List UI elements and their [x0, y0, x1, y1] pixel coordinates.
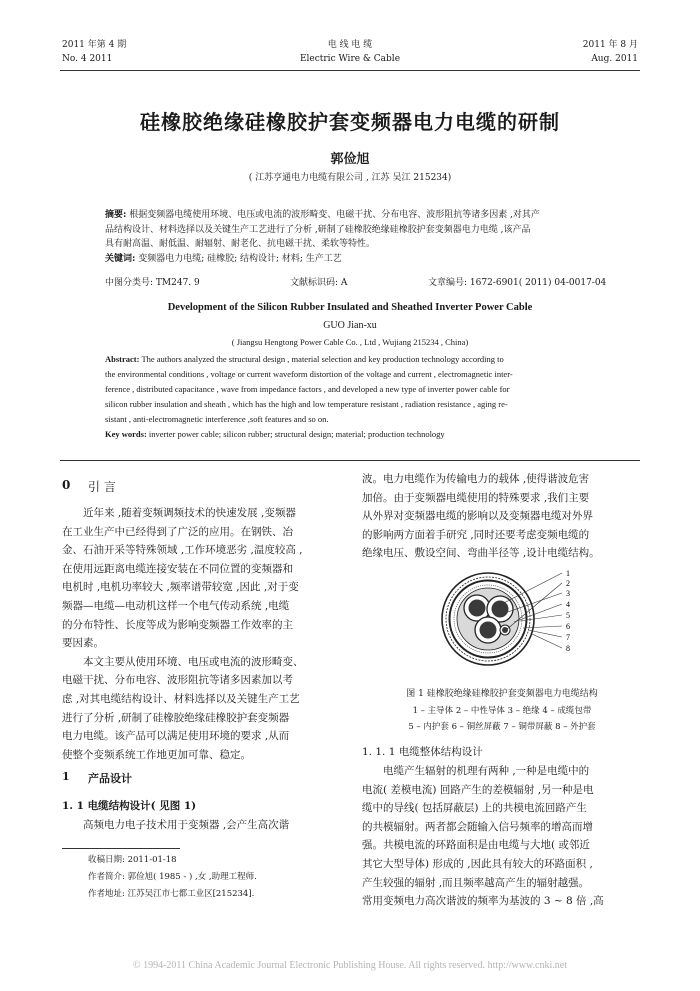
text-line: 的分布特性、长度等成为影响变频器工作效率的主 [62, 618, 293, 631]
figure-label: 3 [566, 589, 570, 598]
text-line: 加倍。由于变频器电缆使用的特殊要求 ,我们主要 [362, 491, 590, 504]
keywords-cn: 变频器电力电缆; 硅橡胶; 结构设计; 材料; 生产工艺 [135, 253, 342, 264]
affiliation-en: ( Jiangsu Hengtong Power Cable Co. , Ltd , Wujiang 215234 , China) [231, 337, 469, 347]
abstract-en-line: ference , distributed capacitance , wave from impedance factors , and developed a new type of inverter power cable for [105, 384, 510, 394]
keywords-en-label: Key words: [105, 429, 147, 439]
text-line: 虑 ,对其电缆结构设计、材料选择以及关键生产工艺 [62, 692, 300, 705]
text-line: 的影响两方面着手研究 ,同时还要考虑变频电缆的 [362, 528, 590, 541]
author-cn: 郭俭旭 [330, 152, 370, 167]
abstract-en-label: Abstract: [105, 354, 140, 364]
text-line: 产生较强的辐射 ,而且频率越高产生的辐射越强。 [362, 876, 590, 889]
text-line: 强。共模电流的环路面积是由电缆与大地( 或邻近 [362, 839, 590, 852]
footnote-rule [62, 848, 180, 849]
clc-number: 中图分类号: TM247. 9 [105, 278, 200, 288]
abstract-en [105, 352, 605, 442]
figure-label: 6 [566, 622, 570, 631]
paper-title-cn: 硅橡胶绝缘硅橡胶护套变频器电力电缆的研制 [140, 110, 560, 134]
received-date: 收稿日期: 2011-01-18 [88, 855, 177, 865]
text-line: 高频电力电子技术用于变频器 ,会产生高次谐 [83, 819, 290, 831]
journal-issue-cn: 2011 年第 4 期 [62, 40, 127, 50]
text-line: 电机时 ,电机功率较大 ,频率谱带较宽 ,因此 ,对于变 [62, 581, 299, 594]
author-en: GUO Jian-xu [323, 320, 377, 331]
abstract-cn [105, 208, 605, 266]
text-line: 的共模辐射。两者都会随输入信号频率的增高而增 [362, 820, 593, 833]
section-0-title: 引 言 [88, 480, 116, 494]
text-line: 在使用远距离电缆连接安装在不同位置的变频器和 [62, 562, 293, 575]
figure-label: 8 [566, 644, 570, 653]
keywords-en: inverter power cable; silicon rubber; structural design; material; production technology [146, 429, 445, 439]
abstract-cn-line: 具有耐高温、耐低温、耐辐射、耐老化、抗电磁干扰、柔软等特性。 [105, 239, 376, 249]
figure-caption: 图 1 硅橡胶绝缘硅橡胶护套变频器电力电缆结构 [406, 689, 598, 699]
intro-paragraph-1 [62, 504, 342, 764]
abstract-en-line: The authors analyzed the structural design , material selection and key production technology according to [139, 354, 504, 364]
section-0-number: 0 [62, 478, 71, 492]
author-bio: 作者简介: 郭俭旭( 1985 - ) ,女 ,助理工程师. [88, 872, 257, 882]
text-line: 金、石油开采等特殊领域 ,工作环境恶劣 ,温度较高 , [62, 544, 303, 557]
abstract-rule [60, 460, 640, 461]
copyright-watermark: © 1994-2011 China Academic Journal Electronic Publishing House. All rights reserved. http://www.cnki.net [132, 960, 567, 971]
abstract-cn-line: 品结构设计、材料选择以及关键生产工艺进行了分析 ,研制了硅橡胶绝缘硅橡胶护套变频器电力电缆 ,该产品 [105, 224, 531, 235]
figure-label: 1 [566, 569, 570, 578]
header-rule [60, 70, 640, 71]
figure-legend-line1: 1 – 主导体 2 – 中性导体 3 – 绝缘 4 – 成缆包带 [412, 706, 592, 716]
figure-label: 2 [566, 579, 570, 588]
figure-legend-line2: 5 – 内护套 6 – 铜丝屏蔽 7 – 铜带屏蔽 8 – 外护套 [408, 722, 596, 732]
document-code: 文献标识码: A [290, 278, 348, 288]
text-line: 电流( 差模电流) 回路产生的差模辐射 ,另一种是电 [362, 783, 594, 796]
subsection-1-1: 1. 1 电缆结构设计( 见图 1) [62, 800, 197, 812]
right-paragraph-2 [362, 762, 642, 911]
text-line: 进行了分析 ,研制了硅橡胶绝缘硅橡胶护套变频器 [62, 711, 290, 724]
paper-title-en: Development of the Silicon Rubber Insulated and Sheathed Inverter Power Cable [167, 302, 533, 313]
text-line: 要因素。 [62, 637, 104, 650]
figure-label: 7 [566, 633, 570, 642]
keywords-cn-label: 关键词: [105, 253, 136, 264]
text-line: 在工业生产中已经得到了广泛的应用。在钢铁、冶 [62, 525, 293, 538]
issue-date-en: Aug. 2011 [591, 54, 638, 64]
text-line: 缆中的导线( 包括屏蔽层) 上的共模电流回路产生 [362, 802, 587, 815]
abstract-cn-line: 根据变频器电缆使用环境、电压或电流的波形畸变、电磁干扰、分布电容、波形阻抗等诸多因素 ,对其产 [126, 210, 540, 220]
journal-name-en: Electric Wire & Cable [299, 54, 401, 64]
text-line: 本文主要从使用环境、电压或电流的波形畸变、 [83, 655, 304, 668]
abstract-en-line: silicon rubber insulation and sheath , which has the high and low temperature resistant , radiation resistance , aging re- [105, 399, 508, 409]
abstract-en-line: the environmental conditions , voltage or current waveform distortion of the voltage and current , electromagnetic inter- [105, 369, 513, 379]
abstract-en-line: sistant , anti-electromagnetic interference ,soft features and so on. [105, 414, 329, 424]
text-line: 电力电缆。该产品可以满足使用环境的要求 ,从而 [62, 730, 290, 743]
cable-diagram [442, 573, 562, 665]
affiliation-cn: ( 江苏亨通电力电缆有限公司 , 江苏 吴江 215234) [248, 173, 452, 183]
abstract-cn-label: 摘要: [105, 210, 127, 220]
text-line: 频器—电缆—电动机这样一个电气传动系统 ,电缆 [62, 599, 290, 612]
text-line: 绝缘电压、敷设空间、弯曲半径等 ,设计电缆结构。 [362, 547, 600, 560]
text-line: 近年来 ,随着变频调频技术的快速发展 ,变频器 [83, 507, 296, 519]
section-1-title: 产品设计 [88, 772, 132, 785]
text-line: 其它大型导体) 形成的 ,因此具有较大的环路面积 , [362, 857, 593, 870]
figure-label: 5 [566, 611, 570, 620]
article-number: 文章编号: 1672-6901( 2011) 04-0017-04 [428, 278, 607, 288]
subsection-1-1-1: 1. 1. 1 电缆整体结构设计 [362, 746, 483, 758]
text-line: 常用变频电力高次谐波的频率为基波的 3 ~ 8 倍 ,高 [362, 895, 604, 908]
right-paragraph-1 [362, 470, 642, 563]
text-line: 电缆产生辐射的机理有两种 ,一种是电缆中的 [383, 765, 590, 777]
text-line: 波。电力电缆作为传输电力的载体 ,使得谐波危害 [362, 473, 590, 485]
issue-date-cn: 2011 年 8 月 [582, 40, 638, 50]
text-line: 电磁干扰、分布电容、波形阻抗等诸多因素加以考 [62, 674, 293, 687]
section-1-number: 1 [62, 770, 70, 783]
journal-name-cn: 电 线 电 缆 [327, 40, 373, 50]
author-address: 作者地址: 江苏吴江市七都工业区[215234]. [88, 889, 255, 899]
cable-cross-section-figure [440, 566, 590, 676]
footnotes [88, 852, 257, 903]
journal-issue-en: No. 4 2011 [62, 54, 113, 64]
text-line: 使整个变频系统工作地更加可靠、稳定。 [62, 748, 251, 761]
figure-label: 4 [566, 600, 570, 609]
text-line: 从外界对变频器电缆的影响以及变频器电缆对外界 [362, 510, 593, 523]
